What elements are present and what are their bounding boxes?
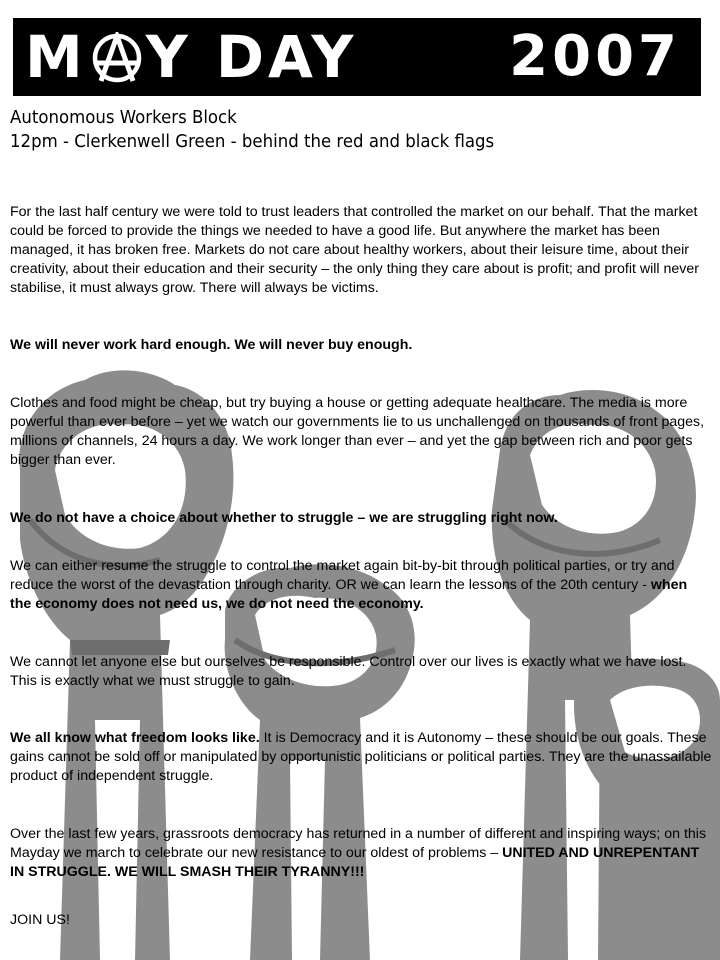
paragraph-freedom-emphasis: We all know what freedom looks like. <box>10 730 260 746</box>
paragraph-economy-emphasis: when the economy does not need us, we do not need the economy. <box>10 577 688 612</box>
banner-title-m: M <box>25 23 87 91</box>
banner-title-y-day: Y DAY <box>145 23 358 91</box>
subheader-time-location: 12pm - Clerkenwell Green - behind the red and black flags <box>10 131 495 152</box>
paragraph-cost-of-living: Clothes and food might be cheap, but try buying a house or getting adequate healthcare. The media is more powerful than ever before – yet we watch our governments lie to us unchallenged on thousands of front pages, millions of channels, 24 hours a day. We work longer than ever – and yet the gap between rich and poor gets bigger than ever. <box>10 395 705 468</box>
paragraph-economy-text: We can either resume the struggle to control the market again bit-by-bit through political parties, or try and reduce the worst of the devastation through charity. OR we can learn the lessons of the 20th century - <box>10 558 675 593</box>
subheader-block-name: Autonomous Workers Block <box>10 107 237 128</box>
join-us-text: JOIN US! <box>10 912 70 928</box>
paragraph-responsibility: We cannot let anyone else but ourselves be responsible. Control over our lives is exactly what we have lost. This is exactly what we must struggle to gain. <box>10 654 687 689</box>
paragraph-market: For the last half century we were told to trust leaders that controlled the market on our behalf. That the market could be forced to provide the things we needed to have a good life. But anywhere the market has been managed, it has broken free. Markets do not care about healthy workers, about their leisure time, about their creativity, about their education and their security – the only thing they care about is profit; and profit will never stabilise, it must always grow. There will always be victims. <box>10 204 699 296</box>
paragraph-struggle-now: We do not have a choice about whether to struggle – we are struggling right now. <box>10 510 558 526</box>
anarchy-circle-a-icon <box>91 32 143 84</box>
paragraph-never-enough: We will never work hard enough. We will never buy enough. <box>10 337 413 353</box>
title-banner <box>13 18 701 96</box>
banner-year: 2007 <box>509 24 681 89</box>
event-details <box>10 106 494 154</box>
paragraph-economy <box>10 557 712 614</box>
paragraph-grassroots-slogan: UNITED AND UNREPENTANT IN STRUGGLE. WE WILL SMASH THEIR TYRANNY!!! <box>10 845 700 880</box>
paragraph-grassroots <box>10 825 712 882</box>
paragraph-freedom-text: It is Democracy and it is Autonomy – these should be our goals. These gains cannot be sold off or manipulated by opportunistic politicians or political parties. They are the unassailable product of independent struggle. <box>10 730 712 784</box>
paragraph-grassroots-text: Over the last few years, grassroots democracy has returned in a number of different and inspiring ways; on this Mayday we march to celebrate our new resistance to our oldest of problems – <box>10 826 707 861</box>
paragraph-freedom <box>10 729 712 786</box>
banner-title <box>25 23 357 91</box>
